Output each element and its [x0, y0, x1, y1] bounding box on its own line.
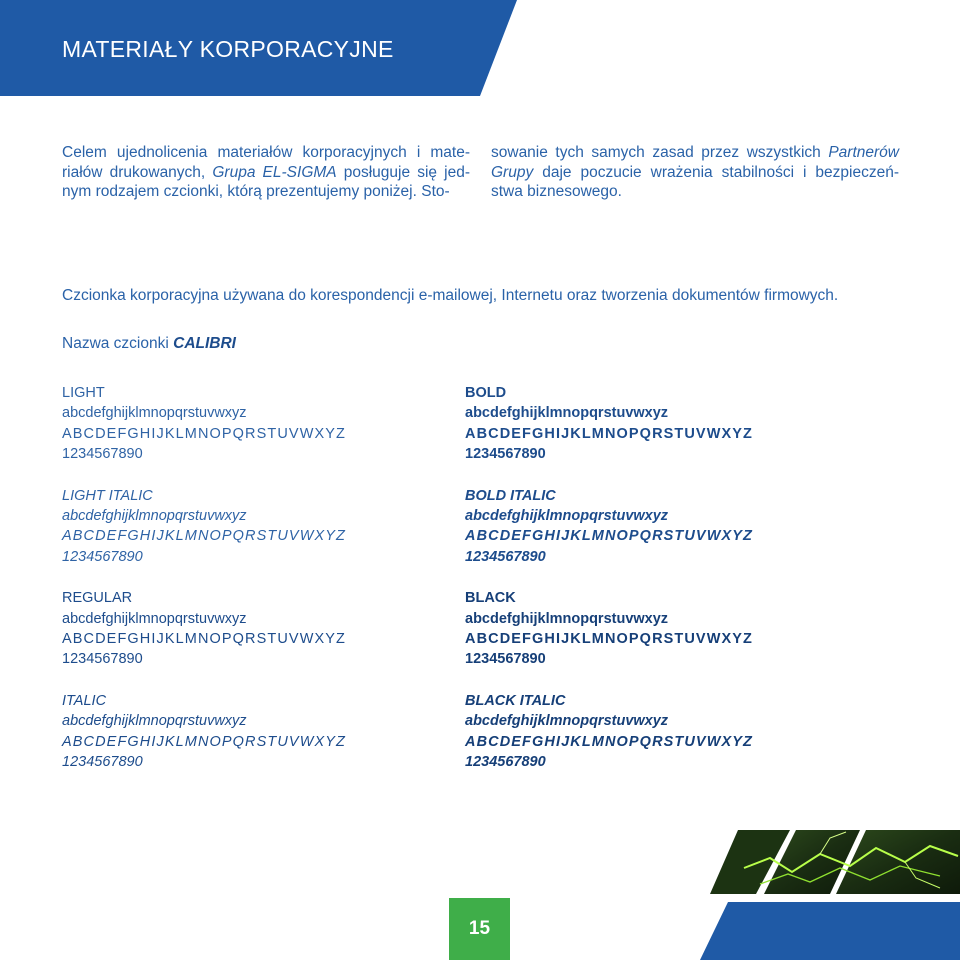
page-title: MATERIAŁY KORPORACYJNE: [62, 36, 394, 62]
specimen-digits: 1234567890: [62, 754, 143, 771]
font-name-label: Nazwa czcionki: [62, 335, 174, 352]
specimen-lowercase: abcdefghijklmnopqrstuvwxyz: [62, 405, 247, 422]
specimen-label: BOLD ITALIC: [465, 487, 556, 504]
page-number: 15: [449, 898, 510, 960]
specimen-uppercase: ABCDEFGHIJKLMNOPQRSTUVWXYZ: [62, 733, 346, 750]
specimen-lowercase: abcdefghijklmnopqrstuvwxyz: [465, 713, 669, 730]
specimen-lowercase: abcdefghijklmnopqrstuvwxyz: [465, 405, 669, 422]
specimen-black: [465, 588, 825, 670]
specimen-regular: [62, 588, 422, 670]
specimen-uppercase: ABCDEFGHIJKLMNOPQRSTUVWXYZ: [465, 733, 753, 750]
specimen-uppercase: ABCDEFGHIJKLMNOPQRSTUVWXYZ: [465, 425, 753, 442]
font-name-value: CALIBRI: [173, 335, 236, 352]
specimen-label: REGULAR: [62, 590, 133, 607]
specimen-label: BLACK ITALIC: [465, 692, 566, 709]
specimen-label: ITALIC: [62, 692, 107, 709]
specimen-lowercase: abcdefghijklmnopqrstuvwxyz: [465, 610, 669, 627]
specimen-digits: 1234567890: [465, 548, 546, 565]
specimen-bold-italic: [465, 486, 825, 568]
specimen-digits: 1234567890: [62, 446, 143, 463]
intro-paragraph-part-1: Celem ujednolicenia materiałów korporacyjnych i mate-riałów drukowanych, Grupa EL-SIGMA posługuje się jed-nym rodzajem czcionki, którą prezentujemy poniżej. Sto-: [62, 144, 470, 200]
specimens-left-column: [62, 383, 422, 794]
specimen-lowercase: abcdefghijklmnopqrstuvwxyz: [465, 508, 669, 525]
specimens-right-column: [465, 383, 825, 794]
specimen-digits: 1234567890: [465, 651, 546, 668]
specimen-light-italic: [62, 486, 422, 568]
specimen-uppercase: ABCDEFGHIJKLMNOPQRSTUVWXYZ: [62, 425, 346, 442]
specimen-black-italic: [465, 691, 825, 773]
specimen-digits: 1234567890: [62, 651, 143, 668]
specimen-light: [62, 383, 422, 465]
specimen-bold: [465, 383, 825, 465]
specimen-label: BLACK: [465, 590, 516, 607]
specimen-digits: 1234567890: [465, 754, 546, 771]
specimen-uppercase: ABCDEFGHIJKLMNOPQRSTUVWXYZ: [465, 631, 753, 648]
lightning-banner-image: [700, 828, 960, 960]
specimen-uppercase: ABCDEFGHIJKLMNOPQRSTUVWXYZ: [62, 528, 346, 545]
specimen-label: LIGHT: [62, 385, 105, 401]
specimen-digits: 1234567890: [465, 446, 546, 463]
intro-paragraph-part-2: sowanie tych samych zasad przez wszystkich Partnerów Grupy daje poczucie wrażenia stabilności i bezpieczeń-stwa biznesowego.: [491, 144, 899, 200]
specimen-italic: [62, 691, 422, 773]
corporate-font-note: Czcionka korporacyjna używana do korespondencji e-mailowej, Internetu oraz tworzenia dokumentów firmowych.: [62, 287, 839, 304]
specimen-digits: 1234567890: [62, 548, 143, 565]
specimen-label: BOLD: [465, 385, 507, 401]
specimen-label: LIGHT ITALIC: [62, 487, 153, 504]
font-name-line: [62, 335, 236, 353]
specimen-lowercase: abcdefghijklmnopqrstuvwxyz: [62, 713, 247, 730]
specimen-lowercase: abcdefghijklmnopqrstuvwxyz: [62, 508, 247, 525]
specimen-uppercase: ABCDEFGHIJKLMNOPQRSTUVWXYZ: [62, 631, 346, 648]
specimen-uppercase: ABCDEFGHIJKLMNOPQRSTUVWXYZ: [465, 528, 753, 545]
specimen-lowercase: abcdefghijklmnopqrstuvwxyz: [62, 610, 247, 627]
